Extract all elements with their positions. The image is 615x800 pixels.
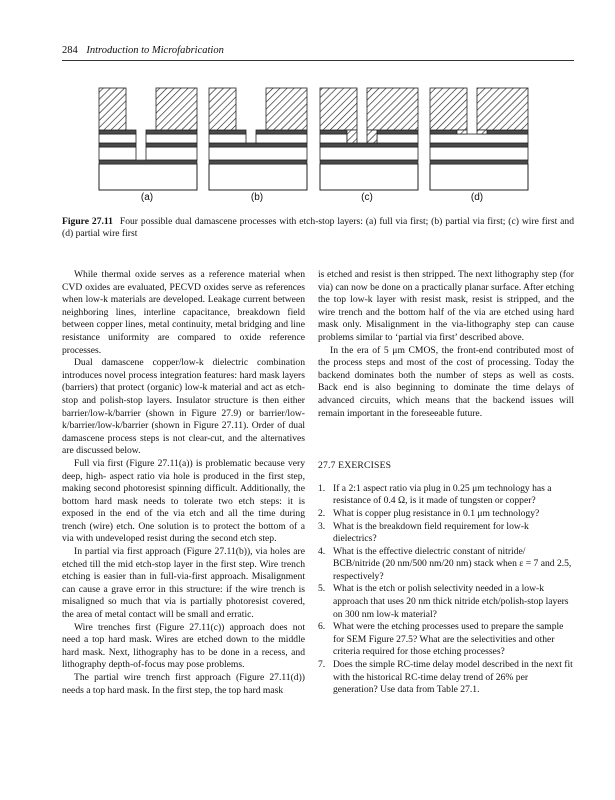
upper-low-k-layer (256, 134, 307, 143)
substrate-layer (209, 164, 307, 190)
exercise-item (318, 521, 574, 546)
exercise-number: 3. (318, 520, 326, 532)
photoresist-layer (209, 88, 236, 130)
paragraph: Wire trenches first (Figure 27.11(c)) approach does not need a top hard mask. Wires are etched down to the middle hard mask. Next, lithography has to be done in a recess, and lithography depth-of-focus may pose problems. (62, 621, 305, 671)
top-hard-mask-layer (487, 130, 528, 134)
top-hard-mask-layer (209, 130, 246, 134)
paragraph: In partial via first approach (Figure 27.11(b)), via holes are etched till the mid etch-stop layer in the first step. Wire trench etching is easier than in full-via-first approach. Misalignment can cause a grave error in this structure: if the wire trench is misaligned so much that via is partially photoresist covered, the area of metal contact will be small and erratic. (62, 546, 305, 621)
bottom-etch-stop-layer (320, 160, 418, 164)
caption-text: Four possible dual damascene processes with etch-stop layers: (a) full via first; (b) partial via first; (c) wire first and (d) partial wire first (62, 216, 574, 239)
caption-label: Figure 27.11 (62, 216, 113, 227)
photoresist-in-mask-opening (477, 130, 487, 134)
exercise-number: 1. (318, 482, 326, 494)
lower-low-k-layer (146, 147, 197, 160)
photoresist-in-trench (347, 130, 357, 143)
exercise-item (318, 659, 574, 697)
panel-label-a: (a) (140, 192, 154, 203)
exercise-number: 6. (318, 621, 326, 633)
panel-label-c: (c) (361, 192, 373, 203)
paragraph: Full via first (Figure 27.11(a)) is problematic because very deep, high- aspect ratio via hole is produced in the first step, making second photoresist spinning difficult. Additionally, the bottom hard mask needs to tolerate two etch steps: it is exposed in the end of the via etch and all the time during trench (wire) etch. One solution is to protect the bottom of a via with undeveloped resist during the second etch step. (62, 457, 305, 545)
upper-low-k-layer (430, 134, 528, 143)
exercise-number: 5. (318, 583, 326, 595)
upper-low-k-layer (99, 134, 136, 143)
middle-etch-stop-layer (146, 143, 197, 147)
upper-low-k-layer (320, 134, 347, 143)
photoresist-layer (367, 88, 418, 130)
figure-caption (62, 216, 574, 240)
damascene-diagram (0, 0, 615, 210)
exercise-number: 4. (318, 545, 326, 557)
lower-low-k-layer (209, 147, 307, 160)
substrate-layer (320, 164, 418, 190)
top-hard-mask-layer (320, 130, 347, 134)
paragraph: The partial wire trench first approach (Figure 27.11(d)) needs a top hard mask. In the first step, the top hard mask (62, 672, 305, 696)
bottom-etch-stop-layer (430, 160, 528, 164)
exercise-text: What were the etching processes used to prepare the sample for SEM Figure 27.5? What are the selectivities and other criteria required for those etching processes? (333, 621, 564, 658)
exercise-item (318, 546, 574, 584)
photoresist-layer (430, 88, 467, 130)
middle-etch-stop-layer (209, 143, 307, 147)
exercise-list (318, 483, 574, 697)
paragraph: is etched and resist is then stripped. The next lithography step (for via) can now be done on a practically planar surface. After etching the top low-k layer with resist mask, resist is stripped, and the wire trench and the bottom half of the via are etched using hard mask only. Misalignment in the via-lithography step can cause problems similar to ‘partial via first’ described above. (318, 269, 574, 343)
top-hard-mask-layer (99, 130, 136, 134)
photoresist-layer (266, 88, 307, 130)
lower-low-k-layer (430, 147, 528, 160)
photoresist-layer (477, 88, 528, 130)
middle-etch-stop-layer (320, 143, 418, 147)
top-hard-mask-layer (430, 130, 457, 134)
bottom-etch-stop-layer (209, 160, 307, 164)
paragraph: While thermal oxide serves as a reference material when CVD oxides are evaluated, PECVD oxides serve as references when low-k materials are developed. Leakage current between neighboring lines, interline capacitance, breakdown field between copper lines, metal continuity, metal bridging and line resistance uniformity are compared to oxide reference processes. (62, 269, 305, 356)
panel-label-d: (d) (470, 192, 484, 203)
exercise-item (318, 583, 574, 621)
page-number: 284 (62, 45, 78, 56)
exercise-number: 7. (318, 659, 326, 671)
exercise-item (318, 483, 574, 508)
top-hard-mask-layer (146, 130, 197, 134)
bottom-etch-stop-layer (99, 160, 197, 164)
exercise-text: What is the breakdown field requirement for low-k dielectrics? (333, 520, 529, 545)
exercise-item (318, 621, 574, 659)
lower-low-k-layer (320, 147, 418, 160)
paragraph: Dual damascene copper/low-k dielectric combination introduces novel process integration features: hard mask layers (barriers) that protect (organic) low-k material and act as etch-stop and polish-stop layers. Insulator structure is then either barrier/low-k/barrier (shown in Figure 27.9) or barrier/low-k/barrier/low-k/barrier (shown in Figure 27.11). Order of dual damascene process steps is not clear-cut, and the alternatives are discussed below. (62, 357, 305, 457)
exercise-text: If a 2:1 aspect ratio via plug in 0.25 μm technology has a resistance of 0.4 Ω, is it made of tungsten or copper? (333, 482, 552, 507)
exercise-number: 2. (318, 507, 326, 519)
photoresist-layer (156, 88, 197, 130)
exercise-item (318, 508, 574, 521)
photoresist-layer (320, 88, 357, 130)
section-heading: 27.7 EXERCISES (318, 460, 392, 472)
photoresist-in-mask-opening (457, 130, 467, 134)
top-hard-mask-layer (377, 130, 418, 134)
left-column (62, 269, 305, 697)
substrate-layer (99, 164, 197, 190)
top-hard-mask-layer (256, 130, 307, 134)
middle-etch-stop-layer (99, 143, 136, 147)
upper-low-k-layer (209, 134, 246, 143)
photoresist-layer (99, 88, 126, 130)
photoresist-in-trench (367, 130, 377, 143)
right-column (318, 269, 574, 697)
panel-label-b: (b) (250, 192, 264, 203)
upper-low-k-layer (146, 134, 197, 143)
middle-etch-stop-layer (430, 143, 528, 147)
exercise-text: What is the effective dielectric constant of nitride/ BCB/nitride (20 nm/500 nm/20 nm) stack when ε = 7 and 2.5, respectively? (333, 545, 572, 582)
figure-27-11 (0, 0, 615, 210)
lower-low-k-layer (99, 147, 136, 160)
substrate-layer (430, 164, 528, 190)
exercise-text: What is the etch or polish selectivity needed in a low-k approach that uses 20 nm thick nitride etch/polish-stop layers on 300 nm low-k material? (333, 583, 569, 620)
upper-low-k-layer (377, 134, 418, 143)
exercise-text: Does the simple RC-time delay model described in the next fit with the historical RC-time delay trend of 26% per generation? Use data from Table 27.1. (333, 659, 573, 696)
book-title: Introduction to Microfabrication (86, 45, 224, 56)
paragraph: In the era of 5 μm CMOS, the front-end contributed most of the process steps and most of the cost of processing. Today the backend dominates both the number of steps as well as costs. Back end is also beginning to dominate the time delays of advanced circuits, which means that the backend issues will remain important in the foreseeable future. (318, 344, 574, 419)
exercise-text: What is copper plug resistance in 0.1 μm technology? (333, 507, 540, 519)
